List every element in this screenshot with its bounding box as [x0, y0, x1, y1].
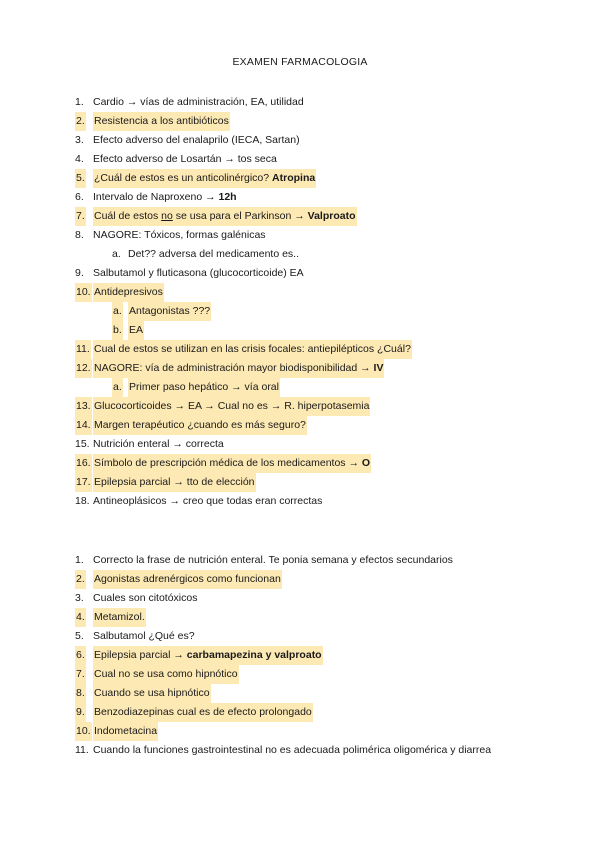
item-number: 4. — [75, 608, 86, 627]
item-number: 6. — [75, 646, 86, 665]
item-letter: a. — [112, 302, 123, 321]
item-answer: 12h — [218, 191, 237, 203]
item-number: 11. — [75, 744, 89, 756]
item-text — [93, 454, 371, 473]
item-text-underlined: no — [161, 210, 173, 222]
item-number: 16. — [75, 454, 92, 473]
item-number: 10. — [75, 283, 92, 302]
item-number: 7. — [75, 665, 86, 684]
item-text: Det?? adversa del medicamento es.. — [128, 248, 300, 260]
list-item — [0, 627, 600, 646]
item-number: 2. — [75, 570, 86, 589]
item-number: 10. — [75, 722, 92, 741]
list-item — [0, 646, 600, 665]
item-text: Cuando se usa hipnótico — [93, 684, 211, 703]
item-text: EA — [128, 321, 144, 340]
list-item — [0, 665, 600, 684]
item-text: Epilepsia parcial → tto de elección — [93, 473, 256, 492]
item-number: 6. — [75, 191, 84, 203]
list-item — [0, 188, 600, 207]
item-text — [93, 169, 316, 188]
item-number: 3. — [75, 134, 84, 146]
item-text: NAGORE: Tóxicos, formas galénicas — [93, 229, 266, 241]
item-letter: a. — [112, 248, 121, 260]
item-text: Efecto adverso de Losartán → tos seca — [93, 153, 277, 165]
item-text — [93, 207, 357, 226]
item-number: 4. — [75, 153, 84, 165]
item-text: Agonistas adrenérgicos como funcionan — [93, 570, 282, 589]
item-number: 14. — [75, 416, 92, 435]
item-text: Metamizol. — [93, 608, 146, 627]
item-number: 2. — [75, 112, 86, 131]
list-item — [0, 150, 600, 169]
item-text: Antagonistas ??? — [128, 302, 211, 321]
item-text-plain: Intervalo de Naproxeno → — [93, 191, 219, 203]
list-item — [0, 454, 600, 473]
question-list-2 — [0, 551, 600, 760]
list-item — [0, 207, 600, 226]
sub-list-item — [0, 302, 600, 321]
page-title: EXAMEN FARMACOLOGIA — [232, 56, 368, 68]
item-text: Glucocorticoides → EA → Cual no es → R. hiperpotasemia — [93, 397, 370, 416]
item-answer: O — [361, 457, 371, 469]
item-answer: carbamapezina y valproato — [186, 649, 322, 661]
item-text: Resistencia a los antibióticos — [93, 112, 230, 131]
list-item — [0, 93, 600, 112]
item-number: 9. — [75, 267, 84, 279]
item-text: Primer paso hepático → vía oral — [128, 378, 280, 397]
list-item — [0, 492, 600, 511]
item-text: Cuales son citotóxicos — [93, 592, 198, 604]
item-text: Nutrición enteral → correcta — [93, 438, 224, 450]
list-item — [0, 551, 600, 570]
item-text: Cual no se usa como hipnótico — [93, 665, 239, 684]
item-number: 12. — [75, 359, 92, 378]
item-text: Salbutamol y fluticasona (glucocorticoide) EA — [93, 267, 304, 279]
list-item — [0, 283, 600, 302]
list-item — [0, 169, 600, 188]
list-item — [0, 722, 600, 741]
list-item — [0, 340, 600, 359]
list-item — [0, 589, 600, 608]
list-item — [0, 570, 600, 589]
item-answer: IV — [373, 362, 384, 374]
list-item — [0, 473, 600, 492]
item-text: Margen terapéutico ¿cuando es más seguro? — [93, 416, 307, 435]
item-number: 17. — [75, 473, 92, 492]
list-item — [0, 741, 600, 760]
list-item — [0, 703, 600, 722]
list-item — [0, 226, 600, 245]
item-text: Salbutamol ¿Qué es? — [93, 630, 195, 642]
item-letter: b. — [112, 321, 123, 340]
item-number: 8. — [75, 229, 84, 241]
list-item — [0, 264, 600, 283]
item-text — [93, 359, 384, 378]
item-text: Cuando la funciones gastrointestinal no es adecuada polimérica oligomérica y diarrea — [93, 744, 492, 756]
item-number: 11. — [75, 340, 91, 359]
list-item — [0, 397, 600, 416]
item-text — [93, 646, 323, 665]
item-text-plain: Símbolo de prescripción médica de los medicamentos → — [94, 457, 362, 469]
item-number: 8. — [75, 684, 86, 703]
item-text: Cardio → vías de administración, EA, utilidad — [93, 96, 304, 108]
item-number: 13. — [75, 397, 92, 416]
item-number: 1. — [75, 96, 84, 108]
list-item — [0, 684, 600, 703]
list-item — [0, 359, 600, 378]
sub-list-item — [0, 321, 600, 340]
item-text: Antineoplásicos → creo que todas eran correctas — [93, 495, 323, 507]
item-text: Efecto adverso del enalaprilo (IECA, Sartan) — [93, 134, 300, 146]
item-answer: Atropina — [272, 172, 316, 184]
item-text: Benzodiazepinas cual es de efecto prolongado — [93, 703, 313, 722]
item-text-pre: Cuál de estos — [94, 210, 162, 222]
item-number: 7. — [75, 207, 86, 226]
item-text-plain: Epilepsia parcial → — [94, 649, 187, 661]
item-text — [93, 188, 237, 207]
question-list-1 — [0, 93, 600, 511]
list-item — [0, 416, 600, 435]
item-number: 18. — [75, 495, 90, 507]
item-number: 1. — [75, 554, 84, 566]
item-text: Correcto la frase de nutrición enteral. Te ponia semana y efectos secundarios — [93, 554, 453, 566]
item-number: 3. — [75, 592, 84, 604]
item-number: 9. — [75, 703, 86, 722]
item-number: 15. — [75, 438, 90, 450]
item-answer: Valproato — [307, 210, 356, 222]
list-item — [0, 131, 600, 150]
sub-list-item — [0, 378, 600, 397]
item-text: Indometacina — [93, 722, 158, 741]
list-item — [0, 112, 600, 131]
item-number: 5. — [75, 169, 86, 188]
list-item — [0, 608, 600, 627]
item-text-plain: NAGORE: vía de administración mayor biodisponibilidad → — [94, 362, 374, 374]
item-text: Antidepresivos — [93, 283, 164, 302]
sub-list-item — [0, 245, 600, 264]
list-item — [0, 435, 600, 454]
item-text-plain: ¿Cuál de estos es un anticolinérgico? — [94, 172, 273, 184]
item-text: Cual de estos se utilizan en las crisis focales: antiepilépticos ¿Cuál? — [93, 340, 412, 359]
item-letter: a. — [112, 378, 123, 397]
item-text-post: se usa para el Parkinson → — [172, 210, 308, 222]
item-number: 5. — [75, 630, 84, 642]
